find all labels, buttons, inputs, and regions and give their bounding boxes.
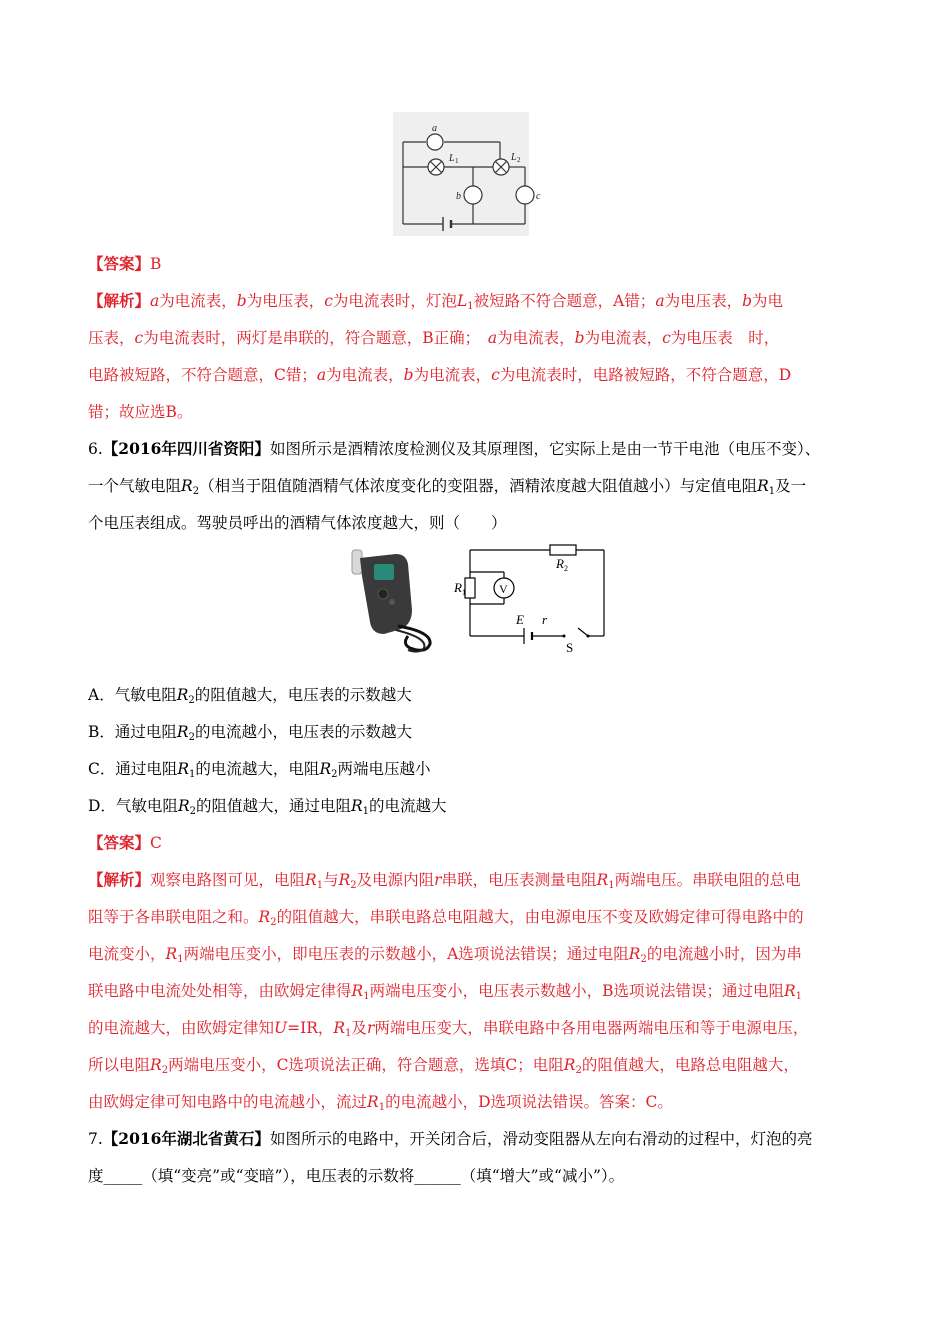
- text-segment: =IR，: [287, 1019, 334, 1037]
- text-segment: 压表，: [88, 329, 135, 347]
- text-segment: 1: [316, 880, 324, 891]
- text-segment: 为电: [752, 292, 784, 310]
- q6-stem-line: [88, 476, 806, 496]
- meter-b: [464, 186, 482, 204]
- text-segment: R: [757, 477, 769, 495]
- text-segment: 1: [363, 991, 370, 1002]
- text-segment: 错；故应选B。: [88, 403, 193, 421]
- text-segment: R: [258, 908, 271, 926]
- label-r: r: [542, 612, 548, 627]
- text-segment: B．通过电阻: [88, 723, 177, 741]
- text-segment: 及: [351, 1019, 367, 1037]
- text-segment: b: [574, 329, 585, 347]
- text-segment: 6.: [88, 440, 103, 458]
- label-s: S: [566, 640, 574, 655]
- q6-option-c: [88, 759, 431, 779]
- text-segment: c: [662, 329, 671, 347]
- text-segment: 为电流表，: [497, 329, 575, 347]
- breathalyzer-device-icon: [352, 550, 430, 652]
- text-segment: R: [176, 723, 189, 741]
- text-segment: 如图所示的电路中，开关闭合后，滑动变阻器从左向右滑动的过程中，灯泡的亮: [269, 1130, 813, 1148]
- text-segment: 2: [350, 880, 357, 891]
- text-segment: 两端电压变小，即电压表的示数越小，A选项说法错误；通过电阻: [183, 945, 629, 963]
- text-segment: a: [487, 329, 498, 347]
- text-segment: 1: [467, 301, 474, 312]
- q6-analysis-line: [88, 870, 801, 890]
- q6-analysis-line: [88, 907, 804, 927]
- text-segment: b: [742, 292, 753, 310]
- q5-answer: [88, 254, 161, 274]
- label-l2-sub: 2: [517, 156, 521, 164]
- q6-analysis-line: [88, 944, 802, 964]
- text-segment: 2: [270, 917, 277, 928]
- text-segment: 所以电阻: [88, 1056, 151, 1074]
- label-l1-sub: 1: [455, 157, 459, 165]
- text-segment: b: [403, 366, 414, 384]
- text-segment: R: [351, 982, 364, 1000]
- text-segment: （相当于阻值随酒精气体浓度变化的变阻器，酒精浓度越大阻值越小）与定值电阻: [199, 477, 758, 495]
- text-segment: 与: [323, 871, 339, 889]
- text-segment: 7.: [88, 1130, 103, 1148]
- text-segment: 1: [189, 769, 196, 780]
- text-segment: 1: [362, 806, 370, 817]
- text-segment: R: [367, 1093, 379, 1111]
- text-segment: 为电流表时，电路被短路，不符合题意，D: [499, 366, 792, 384]
- text-segment: 1: [608, 880, 615, 891]
- text-segment: b: [236, 292, 247, 310]
- text-segment: r: [434, 871, 442, 889]
- text-segment: R: [783, 982, 796, 1000]
- analysis-tag: 【解析】: [88, 291, 151, 310]
- text-segment: 串联，电压表测量电阻: [441, 871, 597, 889]
- text-segment: 的阻值越大，电压表的示数越大: [194, 686, 412, 704]
- text-segment: L: [456, 292, 468, 310]
- text-segment: 两端电压变小，C选项说法正确，符合题意，选填C；电阻: [168, 1056, 564, 1074]
- text-segment: 1: [177, 954, 184, 965]
- text-segment: 观察电路图可见，电阻: [150, 871, 306, 889]
- text-segment: R: [176, 686, 189, 704]
- text-segment: D．气敏电阻: [88, 797, 178, 815]
- text-segment: R: [628, 945, 641, 963]
- text-segment: 2: [575, 1065, 582, 1076]
- analysis-text: [150, 292, 783, 310]
- text-segment: 被短路不符合题意，A错；: [473, 292, 656, 310]
- text-segment: 2: [640, 954, 647, 965]
- label-r2: R: [556, 556, 564, 571]
- text-segment: 个电压表组成。驾驶员呼出的酒精气体浓度越大，则（ ）: [88, 514, 507, 532]
- text-segment: 两端电压变小，电压表示数越小，B选项说法错误；通过电阻: [369, 982, 784, 1000]
- text-segment: 2: [192, 486, 200, 497]
- resistor-r1: [465, 578, 475, 598]
- text-segment: R: [596, 871, 609, 889]
- q5-analysis-line: [88, 328, 779, 348]
- answer-value: B: [150, 255, 162, 273]
- text-segment: R: [150, 1056, 162, 1074]
- text-segment: 及电源内阻: [356, 871, 435, 889]
- text-segment: 为电流表，: [413, 366, 492, 384]
- q6-stem-line: [88, 513, 507, 533]
- text-segment: a: [655, 292, 665, 310]
- label-r2-sub: 2: [564, 564, 568, 573]
- text-segment: 联电路中电流处处相等，由欧姆定律得: [88, 982, 352, 1000]
- q6-stem-line: [88, 439, 820, 459]
- text-segment: R: [177, 797, 190, 815]
- text-segment: 的阻值越大，通过电阻: [195, 797, 351, 815]
- text-segment: 1: [345, 1028, 352, 1039]
- text-segment: 1: [378, 1102, 386, 1113]
- text-segment: 的阻值越大，电路总电阻越大，: [581, 1056, 799, 1074]
- label-c: c: [536, 191, 541, 202]
- text-segment: a: [316, 366, 327, 384]
- text-segment: 1: [795, 991, 803, 1002]
- text-segment: c: [491, 366, 500, 384]
- text-segment: 2: [188, 732, 195, 743]
- text-segment: a: [150, 292, 160, 310]
- text-segment: 为电流表，: [326, 366, 404, 384]
- text-segment: 为电压表，: [246, 292, 325, 310]
- text-segment: R: [177, 760, 190, 778]
- q6-analysis-line: [88, 981, 802, 1001]
- text-segment: R: [165, 945, 178, 963]
- text-segment: 2: [189, 806, 196, 817]
- text-segment: c: [324, 292, 333, 310]
- text-segment: 两端电压越小: [337, 760, 431, 778]
- text-segment: R: [338, 871, 351, 889]
- label-r1-sub: 1: [462, 588, 466, 597]
- text-segment: R: [351, 797, 363, 815]
- text-segment: 如图所示是酒精浓度检测仪及其原理图，它实际上是由一节干电池（电压不变）、: [269, 440, 821, 458]
- text-segment: C．通过电阻: [88, 760, 178, 778]
- text-segment: 为电压表 时，: [670, 329, 780, 347]
- text-segment: 的电流越大，由欧姆定律知: [88, 1019, 275, 1037]
- text-segment: 的电流越小时，因为串: [646, 945, 802, 963]
- text-segment: R: [305, 871, 317, 889]
- resistor-r2: [550, 545, 576, 555]
- answer-tag: 【答案】: [88, 254, 151, 273]
- text-segment: 2: [161, 1065, 169, 1076]
- q5-analysis-line: [88, 291, 783, 311]
- label-v: V: [499, 582, 508, 596]
- text-segment: 一个气敏电阻: [88, 477, 182, 495]
- q6-analysis-line: [88, 1092, 673, 1112]
- circuit-figure-abc: [393, 112, 541, 236]
- answer-value: C: [150, 834, 162, 852]
- text-segment: A．气敏电阻: [88, 686, 177, 704]
- text-segment: 的电流越大: [369, 797, 447, 815]
- answer-tag: 【答案】: [88, 833, 151, 852]
- text-segment: R: [319, 760, 332, 778]
- q6-option-b: [88, 722, 412, 742]
- label-r1: R: [454, 580, 462, 595]
- text-segment: R: [333, 1019, 346, 1037]
- text-segment: 的阻值越大，串联电路总电阻越大，由电源电压不变及欧姆定律可得电路中的: [276, 908, 804, 926]
- label-e: E: [516, 612, 524, 627]
- q5-analysis-line: [88, 402, 192, 422]
- text-segment: 度_____（填“变亮”或“变暗”），电压表的示数将______（填“增大”或“减小”）。: [88, 1167, 625, 1185]
- analysis-text: [150, 871, 801, 889]
- text-segment: 为电流表，: [584, 329, 663, 347]
- text-segment: 电路被短路，不符合题意，C错；: [88, 366, 317, 384]
- meter-c: [516, 186, 534, 204]
- breathalyzer-figure: [336, 540, 620, 656]
- text-segment: 两端电压。串联电阻的总电: [614, 871, 801, 889]
- text-segment: 为电流表时，灯泡: [332, 292, 457, 310]
- text-segment: 的电流越大，电阻: [195, 760, 320, 778]
- q6-analysis-line: [88, 1018, 808, 1038]
- text-segment: 【2016年湖北省黄石】: [102, 1129, 270, 1148]
- text-segment: 由欧姆定律可知电路中的电流越小，流过: [88, 1093, 368, 1111]
- q7-stem-line: [88, 1129, 812, 1149]
- text-segment: 电流变小，: [88, 945, 166, 963]
- text-segment: R: [563, 1056, 576, 1074]
- q6-answer: [88, 833, 162, 853]
- text-segment: 及一: [775, 477, 807, 495]
- text-segment: 2: [188, 695, 195, 706]
- text-segment: R: [181, 477, 193, 495]
- text-segment: 两端电压变大，串联电路中各用电器两端电压和等于电源电压，: [374, 1019, 809, 1037]
- analysis-tag: 【解析】: [88, 870, 151, 889]
- text-segment: 阻等于各串联电阻之和。: [88, 908, 259, 926]
- q6-option-d: [88, 796, 447, 816]
- meter-a: [427, 134, 443, 150]
- text-segment: 1: [768, 486, 776, 497]
- text-segment: U: [274, 1019, 288, 1037]
- text-segment: 为电流表，: [159, 292, 237, 310]
- q6-option-a: [88, 685, 412, 705]
- q7-stem-line: [88, 1166, 624, 1186]
- q6-analysis-line: [88, 1055, 799, 1075]
- label-a: a: [432, 123, 437, 134]
- text-segment: c: [134, 329, 144, 347]
- text-segment: 2: [331, 769, 338, 780]
- q5-analysis-line: [88, 365, 791, 385]
- text-segment: 为电流表时，两灯是串联的，符合题意，B正确；: [143, 329, 488, 347]
- text-segment: 为电压表，: [664, 292, 743, 310]
- text-segment: 的电流越小，电压表的示数越大: [194, 723, 412, 741]
- text-segment: 【2016年四川省资阳】: [102, 439, 270, 458]
- label-l2: L: [511, 152, 517, 163]
- label-b: b: [456, 191, 461, 202]
- label-l1: L: [449, 153, 455, 164]
- text-segment: 的电流越小，D选项说法错误。答案：C。: [385, 1093, 673, 1111]
- text-segment: r: [366, 1019, 375, 1037]
